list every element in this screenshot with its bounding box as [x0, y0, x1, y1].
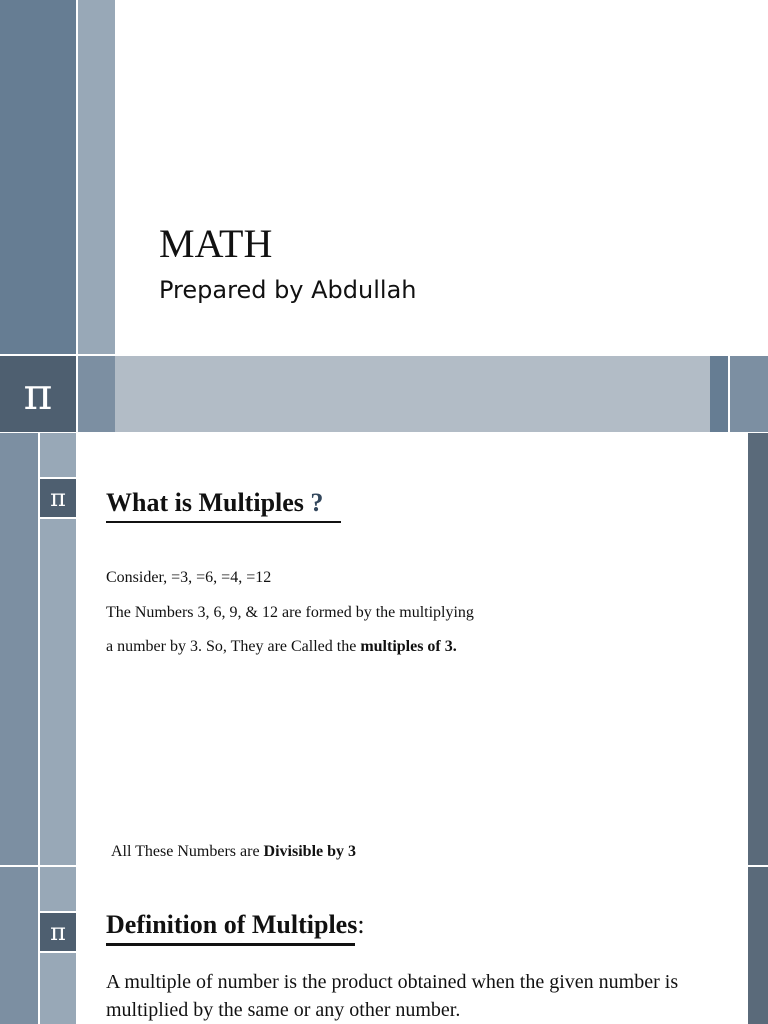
footer-text: All These Numbers are	[111, 843, 264, 860]
body-line: Consider, =3, =6, =4, =12	[106, 569, 272, 586]
heading-underline	[106, 521, 341, 523]
section-heading	[106, 908, 365, 942]
right-edge-bar	[748, 867, 768, 1024]
heading-text: Definition of Multiples	[106, 910, 358, 939]
left-column-inner	[40, 433, 76, 477]
band-segment	[78, 356, 115, 432]
pi-icon: π	[40, 913, 76, 951]
left-column-dark	[0, 0, 76, 354]
definition-text: A multiple of number is the product obtained when the given number is multiplied by the same or any other number.	[106, 971, 679, 1021]
left-column-outer	[0, 867, 38, 1024]
footer-bold-text: Divisible by 3	[263, 843, 357, 860]
band-segment	[710, 356, 728, 432]
section-heading	[106, 486, 323, 520]
left-column-inner	[40, 953, 76, 1024]
body-text: a number by 3. So, They are Called the	[106, 638, 361, 655]
heading-question-mark: ?	[303, 488, 324, 517]
slide-title: MATH	[159, 221, 273, 266]
left-column-inner	[40, 867, 76, 911]
left-column-outer	[0, 433, 38, 865]
body-line: The Numbers 3, 6, 9, & 12 are formed by the multiplying	[106, 604, 474, 621]
heading-text: What is Multiples	[106, 488, 304, 517]
pi-icon: π	[0, 356, 76, 432]
left-column-light	[78, 0, 115, 354]
body-line	[106, 637, 457, 657]
pi-icon: π	[40, 479, 76, 517]
band-segment	[115, 356, 710, 432]
band-segment	[730, 356, 768, 432]
body-bold-text: multiples of 3.	[360, 638, 457, 655]
footer-note	[111, 842, 356, 862]
slide-subtitle: Prepared by Abdullah	[159, 276, 417, 304]
right-edge-bar	[748, 433, 768, 865]
heading-colon: :	[357, 910, 365, 939]
left-column-inner	[40, 519, 76, 865]
heading-underline	[106, 943, 355, 946]
